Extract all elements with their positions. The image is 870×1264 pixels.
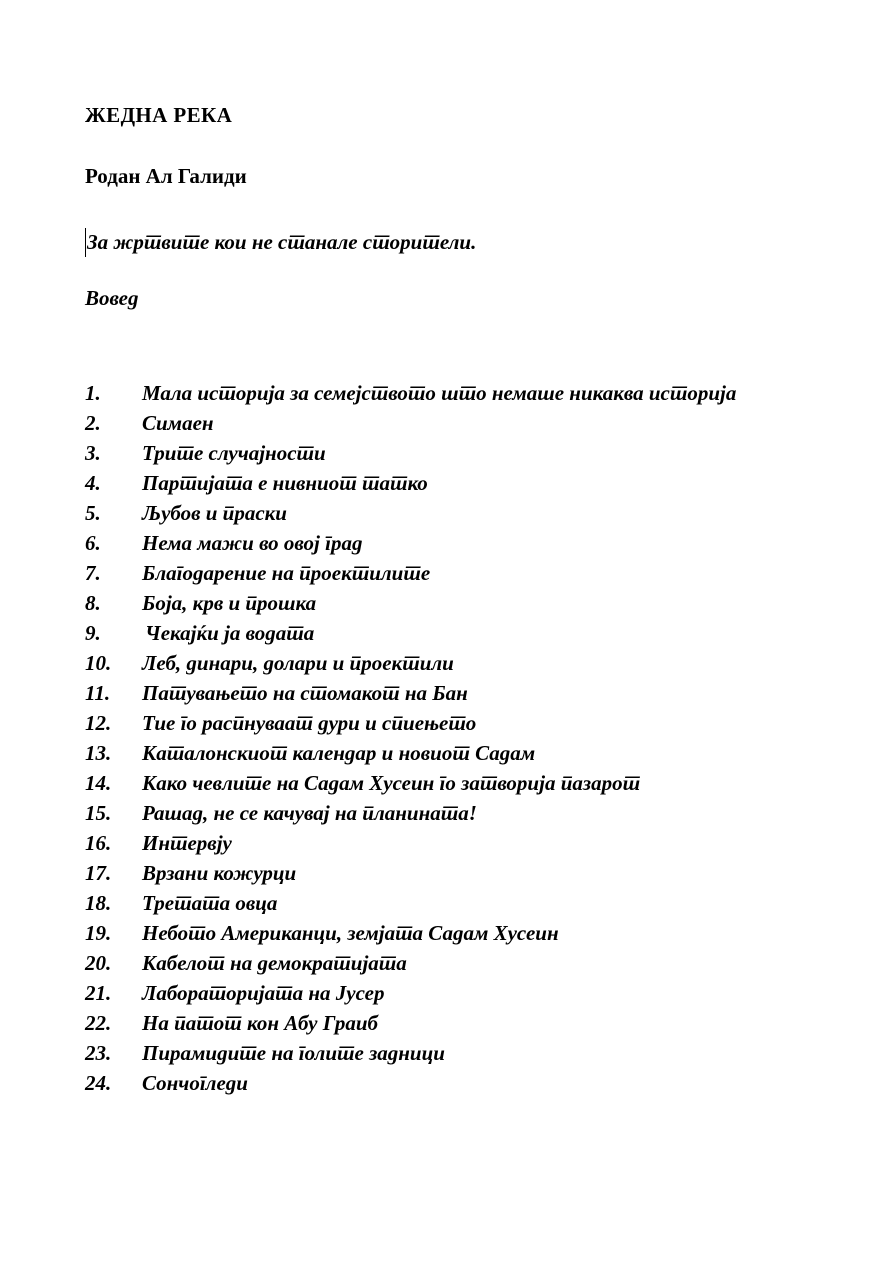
list-item-number: 2. [85, 411, 101, 435]
list-item[interactable] [62, 918, 796, 948]
list-item[interactable] [62, 888, 796, 918]
list-item-number: 1. [85, 381, 101, 405]
list-item-number: 11. [85, 681, 111, 705]
list-item-number: 9. [85, 621, 101, 645]
list-item-number: 6. [85, 531, 101, 555]
list-item-label: Каталонскиот календар и новиот Садам [142, 741, 536, 765]
list-item-number: 8. [85, 591, 101, 615]
author-name: Родан Ал Галиди [85, 164, 247, 188]
list-item-label: Патувањето на стомакот на Бан [142, 681, 468, 705]
list-item-label: Боја, крв и прошка [142, 591, 317, 615]
list-item-number: 21. [85, 981, 112, 1005]
list-item-label: Рашад, не се качувај на планината! [142, 801, 477, 825]
list-item-label: Врзани кожурци [142, 861, 297, 885]
list-item[interactable] [62, 1008, 796, 1038]
list-item[interactable] [62, 408, 796, 438]
list-item-number: 14. [85, 771, 112, 795]
list-item-label: Тие го распнуваат дури и спиењето [142, 711, 477, 735]
list-item-label: Интервју [142, 831, 232, 855]
list-item-number: 18. [85, 891, 112, 915]
list-item-label: Мала историја за семејството што немаше никаква историја [142, 381, 737, 405]
list-item-number: 19. [85, 921, 112, 945]
list-item[interactable] [62, 1068, 796, 1098]
list-item[interactable] [62, 948, 796, 978]
list-item-number: 24. [85, 1071, 112, 1095]
list-item-label: Љубов и праски [142, 501, 287, 525]
list-item[interactable] [62, 738, 796, 768]
dedication-text: За жртвите кои не станале сторители. [87, 230, 477, 254]
list-item-number: 3. [85, 441, 101, 465]
list-item-label: Пирамидите на голите задници [142, 1041, 445, 1065]
list-item[interactable] [62, 858, 796, 888]
list-item-number: 17. [85, 861, 112, 885]
list-item[interactable] [62, 978, 796, 1008]
list-item[interactable] [62, 708, 796, 738]
list-item-label: Партијата е нивниот татко [142, 471, 428, 495]
list-item-number: 4. [85, 471, 101, 495]
list-item-label: Небото Американци, земјата Садам Хусеин [142, 921, 559, 945]
table-of-contents [62, 378, 796, 1098]
section-heading-introduction: Вовед [85, 286, 139, 310]
list-item[interactable] [62, 618, 796, 648]
list-item-number: 16. [85, 831, 112, 855]
list-item[interactable] [62, 678, 796, 708]
list-item[interactable] [62, 438, 796, 468]
list-item-label: Сончогледи [142, 1071, 248, 1095]
list-item-number: 10. [85, 651, 112, 675]
list-item-number: 23. [85, 1041, 112, 1065]
list-item[interactable] [62, 588, 796, 618]
list-item-number: 12. [85, 711, 112, 735]
list-item[interactable] [62, 798, 796, 828]
list-item-number: 13. [85, 741, 112, 765]
list-item[interactable] [62, 1038, 796, 1068]
list-item-label: Како чевлите на Садам Хусеин го затворија пазарот [142, 771, 641, 795]
list-item-label: Кабелот на демократијата [142, 951, 407, 975]
list-item-label: Леб, динари, долари и проектили [142, 651, 454, 675]
list-item-number: 20. [85, 951, 112, 975]
list-item[interactable] [62, 828, 796, 858]
list-item-label: Третата овца [142, 891, 278, 915]
list-item-label: Нема мажи во овој град [142, 531, 363, 555]
list-item-label: Лабораторијата на Јусер [142, 981, 385, 1005]
list-item[interactable] [62, 528, 796, 558]
list-item-number: 7. [85, 561, 101, 585]
dedication-line[interactable] [85, 228, 476, 258]
list-item-number: 22. [85, 1011, 112, 1035]
list-item-label: Чекајќи ја водата [145, 621, 315, 645]
list-item[interactable] [62, 558, 796, 588]
list-item-number: 15. [85, 801, 112, 825]
text-cursor-caret [85, 228, 86, 257]
list-item-label: На патот кон Абу Граиб [142, 1011, 378, 1035]
list-item-label: Трите случајности [142, 441, 326, 465]
list-item[interactable] [62, 498, 796, 528]
list-item[interactable] [62, 648, 796, 678]
page-title: ЖЕДНА РЕКА [85, 103, 233, 127]
list-item[interactable] [62, 468, 796, 498]
list-item-label: Симаен [142, 411, 214, 435]
list-item-label: Благодарение на проектилите [142, 561, 431, 585]
list-item[interactable] [62, 768, 796, 798]
list-item-number: 5. [85, 501, 101, 525]
list-item[interactable] [62, 378, 796, 408]
